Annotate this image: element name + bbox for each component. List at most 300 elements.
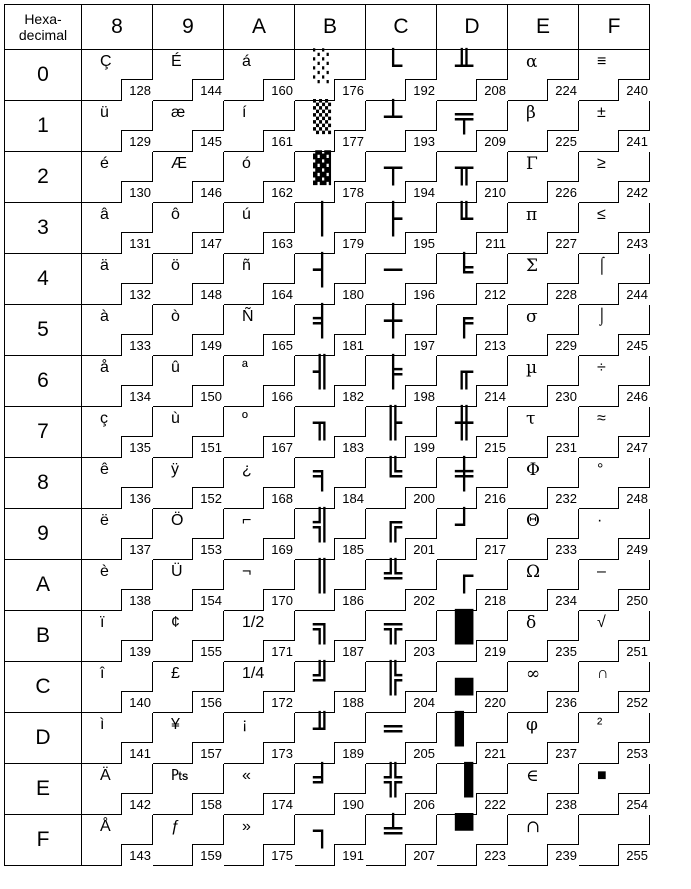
character-glyph: │ <box>313 202 332 237</box>
character-glyph: ╬ <box>384 763 403 798</box>
row-header: E <box>5 764 82 815</box>
decimal-code: 244 <box>618 283 650 305</box>
character-glyph: ò <box>171 308 180 325</box>
character-glyph: £ <box>171 665 180 682</box>
character-glyph: ▓ <box>313 151 332 186</box>
character-cell <box>153 407 224 458</box>
character-glyph: ╢ <box>313 355 332 390</box>
decimal-code: 143 <box>121 844 153 866</box>
row-header: 9 <box>5 509 82 560</box>
character-glyph: ┼ <box>384 304 403 339</box>
character-cell <box>437 560 508 611</box>
character-glyph: ╡ <box>313 304 332 339</box>
character-cell <box>366 407 437 458</box>
decimal-code: 237 <box>547 742 579 764</box>
row-header: 8 <box>5 458 82 509</box>
character-cell <box>579 560 650 611</box>
decimal-code: 131 <box>121 232 153 254</box>
character-glyph: ░ <box>313 49 332 84</box>
character-cell <box>579 458 650 509</box>
decimal-code: 239 <box>547 844 579 866</box>
decimal-code: 139 <box>121 640 153 662</box>
character-cell <box>82 509 153 560</box>
character-cell <box>82 458 153 509</box>
decimal-code: 171 <box>263 640 295 662</box>
decimal-code: 138 <box>121 589 153 611</box>
decimal-code: 183 <box>334 436 366 458</box>
character-glyph: µ <box>526 358 538 378</box>
decimal-code: 217 <box>476 538 508 560</box>
character-glyph: ∩ <box>597 665 609 682</box>
character-cell <box>224 407 295 458</box>
decimal-code: 238 <box>547 793 579 815</box>
table-row <box>5 458 650 509</box>
character-cell <box>366 356 437 407</box>
character-cell <box>82 254 153 305</box>
character-glyph: ₧ <box>171 767 189 784</box>
character-glyph: ╩ <box>384 559 403 594</box>
character-glyph: ╙ <box>455 202 474 237</box>
character-cell <box>508 611 579 662</box>
character-glyph: ÷ <box>597 359 606 376</box>
character-cell <box>508 152 579 203</box>
decimal-code: 222 <box>476 793 508 815</box>
decimal-code: 219 <box>476 640 508 662</box>
decimal-code: 160 <box>263 79 295 101</box>
table-row <box>5 560 650 611</box>
character-glyph: δ <box>526 613 537 633</box>
character-glyph: í <box>242 104 247 121</box>
character-glyph: π <box>526 205 538 225</box>
character-glyph: æ <box>171 104 186 121</box>
character-glyph: ü <box>100 104 109 121</box>
character-glyph: 1/4 <box>242 665 265 682</box>
character-cell <box>295 662 366 713</box>
decimal-code: 214 <box>476 385 508 407</box>
character-glyph: º <box>242 410 248 427</box>
character-cell <box>508 101 579 152</box>
character-glyph: ╪ <box>455 457 474 492</box>
character-cell <box>82 662 153 713</box>
decimal-code: 235 <box>547 640 579 662</box>
table-row <box>5 764 650 815</box>
character-cell <box>82 560 153 611</box>
decimal-code: 157 <box>192 742 224 764</box>
character-glyph: Ñ <box>242 308 254 325</box>
column-header: 8 <box>82 5 153 50</box>
character-glyph: ¬ <box>242 563 252 580</box>
character-glyph: · <box>597 512 603 529</box>
table-row <box>5 407 650 458</box>
character-cell <box>508 458 579 509</box>
decimal-code: 155 <box>192 640 224 662</box>
column-header: F <box>579 5 650 50</box>
character-glyph: « <box>242 767 251 784</box>
character-cell <box>366 815 437 866</box>
column-header: E <box>508 5 579 50</box>
table-row <box>5 815 650 866</box>
decimal-code: 156 <box>192 691 224 713</box>
character-glyph: Θ <box>526 511 540 531</box>
row-header: 5 <box>5 305 82 356</box>
row-header: 0 <box>5 50 82 101</box>
character-glyph: å <box>100 359 109 376</box>
table-row <box>5 611 650 662</box>
character-glyph: ╞ <box>384 355 403 390</box>
character-glyph: ¢ <box>171 614 180 631</box>
decimal-code: 227 <box>547 232 579 254</box>
character-cell <box>579 152 650 203</box>
decimal-code: 211 <box>476 232 508 254</box>
character-cell <box>366 50 437 101</box>
decimal-code: 162 <box>263 181 295 203</box>
character-glyph: ╝ <box>313 661 332 696</box>
row-header: C <box>5 662 82 713</box>
decimal-code: 223 <box>476 844 508 866</box>
character-glyph: ñ <box>242 257 251 274</box>
decimal-code: 193 <box>405 130 437 152</box>
decimal-code: 163 <box>263 232 295 254</box>
character-glyph: φ <box>526 715 538 735</box>
decimal-code: 192 <box>405 79 437 101</box>
character-glyph: ≤ <box>597 206 606 223</box>
character-glyph: ≥ <box>597 155 606 172</box>
decimal-code: 236 <box>547 691 579 713</box>
decimal-code: 250 <box>618 589 650 611</box>
decimal-code: 129 <box>121 130 153 152</box>
decimal-code: 233 <box>547 538 579 560</box>
character-cell <box>82 407 153 458</box>
character-glyph: ° <box>597 461 604 478</box>
decimal-code: 200 <box>405 487 437 509</box>
decimal-code: 194 <box>405 181 437 203</box>
character-glyph: ┐ <box>313 814 332 849</box>
column-header: B <box>295 5 366 50</box>
decimal-code: 148 <box>192 283 224 305</box>
character-cell <box>295 560 366 611</box>
character-cell <box>153 458 224 509</box>
decimal-code: 248 <box>618 487 650 509</box>
character-cell <box>82 764 153 815</box>
decimal-code: 128 <box>121 79 153 101</box>
character-cell <box>508 203 579 254</box>
character-cell <box>153 152 224 203</box>
character-glyph: τ <box>526 409 536 429</box>
character-glyph: ö <box>171 257 180 274</box>
decimal-code: 229 <box>547 334 579 356</box>
row-header: A <box>5 560 82 611</box>
decimal-code: 252 <box>618 691 650 713</box>
character-cell <box>366 611 437 662</box>
character-glyph: ó <box>242 155 251 172</box>
character-glyph: ╨ <box>455 49 474 84</box>
decimal-code: 134 <box>121 385 153 407</box>
decimal-code: 202 <box>405 589 437 611</box>
character-glyph: ╫ <box>455 406 474 441</box>
decimal-code: 151 <box>192 436 224 458</box>
row-header: D <box>5 713 82 764</box>
character-cell <box>295 305 366 356</box>
decimal-code: 195 <box>405 232 437 254</box>
decimal-code: 177 <box>334 130 366 152</box>
decimal-code: 152 <box>192 487 224 509</box>
decimal-code: 197 <box>405 334 437 356</box>
character-cell <box>579 509 650 560</box>
character-cell <box>224 356 295 407</box>
character-cell <box>224 662 295 713</box>
character-glyph: ì <box>100 716 105 733</box>
character-cell <box>153 662 224 713</box>
table-header <box>5 5 650 50</box>
decimal-code: 176 <box>334 79 366 101</box>
table-row <box>5 356 650 407</box>
character-glyph: ▌ <box>455 712 474 747</box>
character-cell <box>224 458 295 509</box>
character-cell <box>437 815 508 866</box>
character-glyph: î <box>100 665 105 682</box>
character-cell <box>153 305 224 356</box>
table-row <box>5 152 650 203</box>
character-cell <box>295 458 366 509</box>
character-glyph: ╣ <box>313 508 332 543</box>
decimal-code: 201 <box>405 538 437 560</box>
character-glyph: ▒ <box>313 100 332 135</box>
decimal-code: 166 <box>263 385 295 407</box>
decimal-code: 132 <box>121 283 153 305</box>
character-glyph: ç <box>100 410 108 427</box>
decimal-code: 180 <box>334 283 366 305</box>
character-glyph: ■ <box>597 767 607 784</box>
character-cell <box>508 254 579 305</box>
character-glyph: ┘ <box>455 508 474 543</box>
character-cell <box>153 203 224 254</box>
character-cell <box>295 50 366 101</box>
decimal-code: 234 <box>547 589 579 611</box>
decimal-code: 173 <box>263 742 295 764</box>
character-cell <box>508 662 579 713</box>
character-cell <box>508 509 579 560</box>
character-glyph: – <box>597 563 606 580</box>
character-glyph: é <box>100 155 109 172</box>
character-glyph: ╒ <box>455 304 474 339</box>
character-glyph: ═ <box>384 712 403 747</box>
character-cell <box>295 509 366 560</box>
hexadecimal-corner-header <box>5 5 82 50</box>
decimal-code: 203 <box>405 640 437 662</box>
decimal-code: 178 <box>334 181 366 203</box>
character-cell <box>295 203 366 254</box>
character-glyph: ¥ <box>171 716 180 733</box>
character-glyph: Σ <box>526 256 539 276</box>
decimal-code: 253 <box>618 742 650 764</box>
decimal-code: 205 <box>405 742 437 764</box>
decimal-code: 208 <box>476 79 508 101</box>
character-cell <box>153 560 224 611</box>
character-cell <box>508 50 579 101</box>
character-cell <box>366 101 437 152</box>
character-cell <box>508 815 579 866</box>
decimal-code: 144 <box>192 79 224 101</box>
column-header: D <box>437 5 508 50</box>
character-cell <box>153 101 224 152</box>
character-glyph: ⌡ <box>597 308 607 325</box>
character-glyph: Φ <box>526 460 540 480</box>
decimal-code: 220 <box>476 691 508 713</box>
decimal-code: 165 <box>263 334 295 356</box>
decimal-code: 158 <box>192 793 224 815</box>
character-cell <box>224 611 295 662</box>
character-glyph: ╖ <box>313 406 332 441</box>
character-cell <box>579 764 650 815</box>
character-cell <box>82 152 153 203</box>
character-glyph: Γ <box>526 154 538 174</box>
character-cell <box>224 764 295 815</box>
character-glyph: ┴ <box>384 100 403 135</box>
decimal-code: 147 <box>192 232 224 254</box>
row-header: 4 <box>5 254 82 305</box>
decimal-code: 251 <box>618 640 650 662</box>
character-glyph: ⌐ <box>242 512 252 529</box>
table-row <box>5 713 650 764</box>
decimal-code: 159 <box>192 844 224 866</box>
character-glyph: ô <box>171 206 180 223</box>
character-cell <box>579 203 650 254</box>
character-cell <box>437 356 508 407</box>
decimal-code: 213 <box>476 334 508 356</box>
decimal-code: 172 <box>263 691 295 713</box>
character-cell <box>153 254 224 305</box>
character-glyph: ù <box>171 410 180 427</box>
character-cell <box>82 815 153 866</box>
character-cell <box>508 305 579 356</box>
decimal-code: 209 <box>476 130 508 152</box>
character-cell <box>508 713 579 764</box>
column-header: C <box>366 5 437 50</box>
decimal-code: 254 <box>618 793 650 815</box>
character-cell <box>295 101 366 152</box>
decimal-code: 179 <box>334 232 366 254</box>
character-glyph: ╗ <box>313 610 332 645</box>
character-glyph: Å <box>100 818 111 835</box>
decimal-code: 146 <box>192 181 224 203</box>
character-cell <box>579 407 650 458</box>
table-row <box>5 254 650 305</box>
character-cell <box>82 356 153 407</box>
row-header: F <box>5 815 82 866</box>
character-cell <box>437 305 508 356</box>
character-glyph: ╥ <box>455 151 474 186</box>
decimal-code: 230 <box>547 385 579 407</box>
character-glyph: 1/2 <box>242 614 265 631</box>
decimal-code: 168 <box>263 487 295 509</box>
character-glyph: █ <box>455 610 474 645</box>
character-glyph: ∞ <box>526 664 541 684</box>
decimal-code: 221 <box>476 742 508 764</box>
character-cell <box>295 356 366 407</box>
character-cell <box>153 713 224 764</box>
decimal-code: 133 <box>121 334 153 356</box>
corner-header-line: decimal <box>18 27 68 43</box>
character-cell <box>153 815 224 866</box>
character-glyph: ╚ <box>384 457 403 492</box>
character-glyph: ─ <box>384 253 403 288</box>
decimal-code: 231 <box>547 436 579 458</box>
character-cell <box>82 611 153 662</box>
character-cell <box>295 611 366 662</box>
character-cell <box>579 662 650 713</box>
character-cell <box>437 101 508 152</box>
decimal-code: 198 <box>405 385 437 407</box>
character-glyph: √ <box>597 614 606 631</box>
character-glyph: Ö <box>171 512 184 529</box>
character-glyph: ╕ <box>313 457 332 492</box>
character-cell <box>153 356 224 407</box>
decimal-code: 135 <box>121 436 153 458</box>
decimal-code: 145 <box>192 130 224 152</box>
decimal-code: 149 <box>192 334 224 356</box>
table-row <box>5 305 650 356</box>
character-glyph: ª <box>242 359 248 376</box>
character-cell <box>153 611 224 662</box>
character-cell <box>508 356 579 407</box>
character-glyph: ├ <box>384 202 403 237</box>
table-row <box>5 203 650 254</box>
character-cell <box>153 764 224 815</box>
character-glyph: Ä <box>100 767 111 784</box>
character-glyph: ╓ <box>455 355 474 390</box>
character-glyph: â <box>100 206 109 223</box>
character-cell <box>437 254 508 305</box>
character-cell <box>153 509 224 560</box>
character-glyph: α <box>526 52 538 72</box>
table-row <box>5 509 650 560</box>
decimal-code: 185 <box>334 538 366 560</box>
decimal-code: 255 <box>618 844 650 866</box>
character-cell <box>437 764 508 815</box>
decimal-code: 224 <box>547 79 579 101</box>
character-glyph: ÿ <box>171 461 179 478</box>
decimal-code: 150 <box>192 385 224 407</box>
row-header: 7 <box>5 407 82 458</box>
decimal-code: 154 <box>192 589 224 611</box>
character-cell <box>579 356 650 407</box>
decimal-code: 207 <box>405 844 437 866</box>
character-glyph: ≡ <box>597 53 607 70</box>
row-header: B <box>5 611 82 662</box>
decimal-code: 186 <box>334 589 366 611</box>
decimal-code: 164 <box>263 283 295 305</box>
character-cell <box>82 713 153 764</box>
character-cell <box>82 305 153 356</box>
code-page-table <box>4 4 650 866</box>
character-glyph: ╜ <box>313 712 332 747</box>
character-cell <box>579 713 650 764</box>
decimal-code: 191 <box>334 844 366 866</box>
character-glyph: ¡ <box>242 716 248 733</box>
table-row <box>5 50 650 101</box>
decimal-code: 249 <box>618 538 650 560</box>
character-cell <box>224 152 295 203</box>
decimal-code: 142 <box>121 793 153 815</box>
decimal-code: 215 <box>476 436 508 458</box>
character-glyph: ╦ <box>384 610 403 645</box>
decimal-code: 246 <box>618 385 650 407</box>
character-glyph: û <box>171 359 180 376</box>
row-header: 2 <box>5 152 82 203</box>
character-glyph: Æ <box>171 155 187 172</box>
character-cell <box>295 713 366 764</box>
character-cell <box>437 152 508 203</box>
